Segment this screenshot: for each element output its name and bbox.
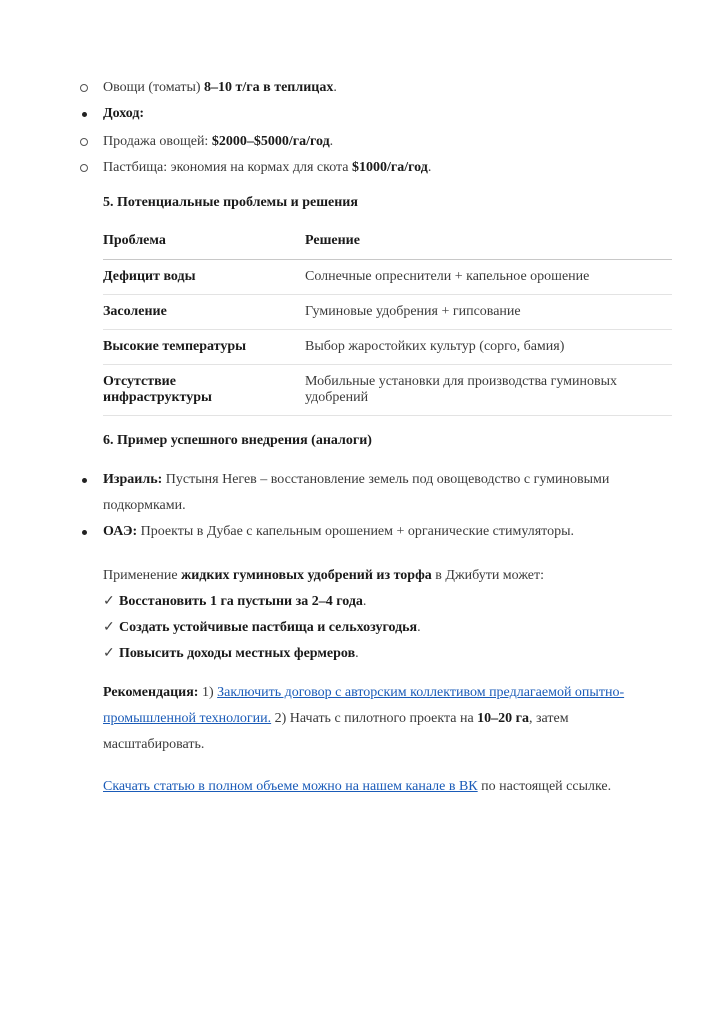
download-vk-link[interactable]: Скачать статью в полном объеме можно на нашем канале в ВК (103, 779, 478, 794)
list-item: Доход: (103, 106, 145, 121)
table-row (103, 365, 672, 416)
circle-bullet-icon (80, 84, 88, 92)
list-item: ОАЭ: Проекты в Дубае с капельным орошением + органические стимуляторы. (103, 524, 575, 539)
checkmark-icon: ✓ (103, 594, 115, 609)
table-cell: Отсутствие инфраструктуры (103, 365, 305, 416)
table-row (103, 295, 672, 330)
section-heading: 6. Пример успешного внедрения (аналоги) (103, 433, 372, 448)
table-cell: Высокие температуры (103, 330, 305, 365)
bullet-icon (82, 478, 87, 483)
conclusion-paragraph: Применение жидких гуминовых удобрений из торфа в Джибути может: (103, 568, 545, 583)
recommendation-line-3: масштабировать. (103, 737, 205, 752)
list-item: Израиль: Пустыня Негев – восстановление земель под овощеводство с гуминовыми (103, 472, 610, 487)
problems-table (103, 223, 672, 416)
table-cell: Солнечные опреснители + капельное орошение (305, 260, 672, 295)
check-item: ✓ Повысить доходы местных фермеров. (103, 646, 359, 661)
check-item: ✓ Восстановить 1 га пустыни за 2–4 года. (103, 594, 367, 609)
recommendation-line-1: Рекомендация: 1) Заключить договор с авторским коллективом предлагаемой опытно- (103, 685, 625, 700)
table-cell: Засоление (103, 295, 305, 330)
circle-bullet-icon (80, 164, 88, 172)
column-header: Проблема (103, 223, 305, 260)
table-cell: Мобильные установки для производства гуминовых удобрений (305, 365, 672, 416)
table-cell: Выбор жаростойких культур (сорго, бамия) (305, 330, 672, 365)
recommendation-line-2: промышленной технологии. 2) Начать с пилотного проекта на 10–20 га, затем (103, 711, 569, 726)
section-heading: 5. Потенциальные проблемы и решения (103, 195, 358, 210)
table-row (103, 330, 672, 365)
circle-bullet-icon (80, 138, 88, 146)
check-item: ✓ Создать устойчивые пастбища и сельхозугодья. (103, 620, 421, 635)
checkmark-icon: ✓ (103, 620, 115, 635)
bullet-icon (82, 530, 87, 535)
table-cell: Дефицит воды (103, 260, 305, 295)
download-line: Скачать статью в полном объеме можно на нашем канале в ВК по настоящей ссылке. (103, 779, 612, 794)
list-item: Продажа овощей: $2000–$5000/га/год. (103, 134, 334, 149)
table-row (103, 260, 672, 295)
bullet-icon (82, 112, 87, 117)
list-item-continuation: подкормками. (103, 498, 186, 513)
contract-link[interactable]: Заключить договор с авторским коллективом предлагаемой опытно- (217, 685, 625, 700)
table-cell: Гуминовые удобрения + гипсование (305, 295, 672, 330)
list-item: Пастбища: экономия на кормах для скота $1000/га/год. (103, 160, 432, 175)
table-header-row (103, 223, 672, 260)
column-header: Решение (305, 223, 672, 260)
checkmark-icon: ✓ (103, 646, 115, 661)
list-item: Овощи (томаты) 8–10 т/га в теплицах. (103, 80, 337, 95)
contract-link-continuation[interactable]: промышленной технологии. (103, 711, 272, 726)
